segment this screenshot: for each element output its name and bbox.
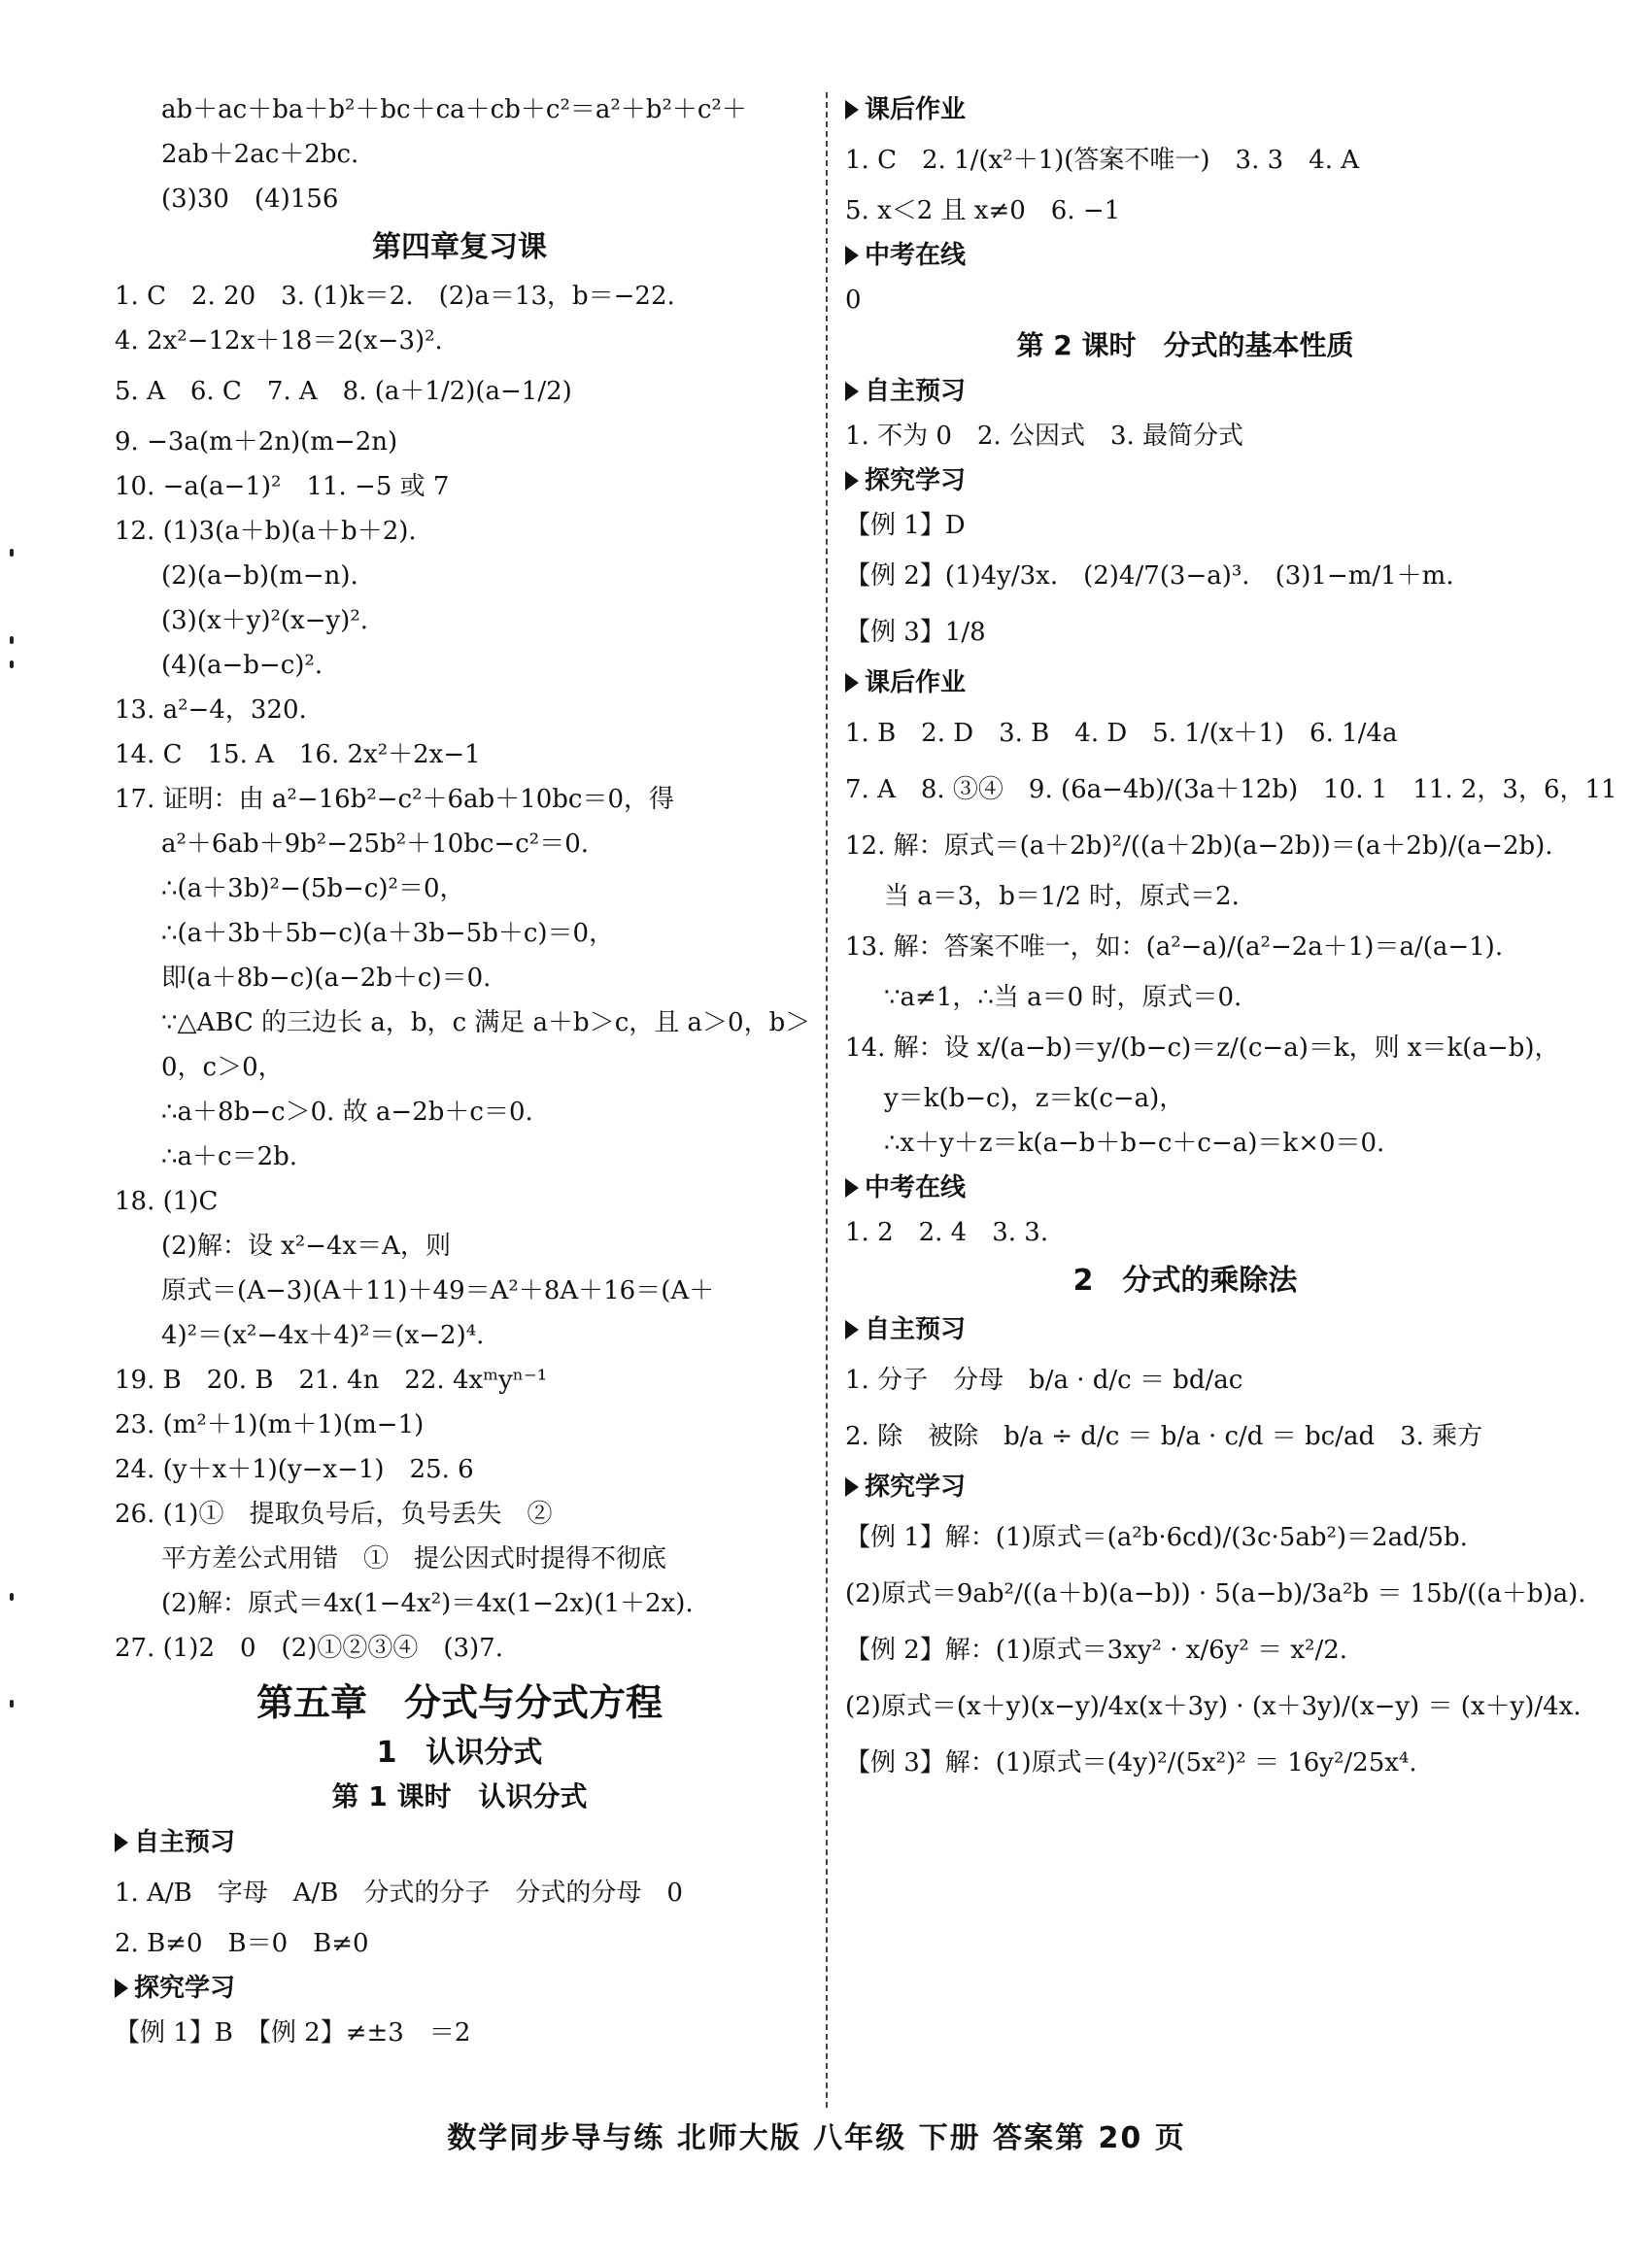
answer-line: 4)²＝(x²−4x＋4)²＝(x−2)⁴. (161, 1321, 485, 1350)
answer-line: 23. (m²＋1)(m＋1)(m−1) (115, 1410, 425, 1439)
answer-line: 13. a²−4，320. (115, 695, 307, 725)
answer-line: ∴a＋8b−c＞0. 故 a−2b＋c＝0. (161, 1098, 533, 1127)
page-footer: 数学同步导与练 北师大版 八年级 下册 答案第 20 页 (447, 2121, 1186, 2155)
margin-mark (10, 636, 14, 644)
answer-line: 12. (1)3(a＋b)(a＋b＋2). (115, 517, 417, 546)
answer-line: 10. −a(a−1)² 11. −5 或 7 (115, 472, 450, 501)
section-label: 自主预习 (845, 369, 1525, 414)
section-label: 课后作业 (845, 660, 1525, 705)
section-label: 中考在线 (845, 233, 1525, 278)
text-line: (3)30 (4)156 (161, 185, 339, 214)
answer-line: 【例 2】(1)4y/3x. (2)4/7(3−a)³. (3)1−m/1＋m. (845, 561, 1454, 591)
answer-line: 14. 解：设 x/(a−b)＝y/(b−c)＝z/(c−a)＝k，则 x＝k(a−b)， (845, 1033, 1560, 1063)
answer-line: 24. (y＋x＋1)(y−x−1) 25. 6 (115, 1455, 474, 1484)
answer-line: 18. (1)C (115, 1187, 219, 1216)
triangle-icon (115, 1833, 128, 1852)
answer-line: 1. C 2. 1/(x²＋1)(答案不唯一) 3. 3 4. A (845, 146, 1360, 175)
section-label: 探究学习 (845, 458, 1525, 503)
answer-line: ∴a＋c＝2b. (161, 1142, 298, 1171)
triangle-icon (115, 1979, 128, 1998)
section-label: 中考在线 (845, 1166, 1525, 1210)
answer-line: 13. 解：答案不唯一，如：(a²−a)/(a²−2a＋1)＝a/(a−1). (845, 932, 1504, 962)
answer-line: 【例 3】解：(1)原式＝(4y)²/(5x²)² ＝ 16y²/25x⁴. (845, 1748, 1417, 1777)
answer-line: 1. 分子 分母 b/a · d/c ＝ bd/ac (845, 1366, 1243, 1395)
answer-line: ∵△ABC 的三边长 a，b，c 满足 a＋b＞c，且 a＞0，b＞ (161, 1008, 811, 1037)
answer-line: 26. (1)① 提取负号后，负号丢失 ② (115, 1500, 553, 1529)
margin-mark (10, 1700, 14, 1708)
answer-line: 平方差公式用错 ① 提公因式时提得不彻底 (161, 1544, 667, 1574)
answer-line: 17. 证明：由 a²−16b²−c²＋6ab＋10bc＝0，得 (115, 785, 675, 814)
answer-line: 27. (1)2 0 (2)①②③④ (3)7. (115, 1634, 503, 1663)
answer-line: 即(a＋8b−c)(a−2b＋c)＝0. (161, 964, 492, 993)
answer-line: ∴x＋y＋z＝k(a−b＋b−c＋c−a)＝k×0＝0. (884, 1129, 1385, 1158)
answer-line: 1. 不为 0 2. 公因式 3. 最简分式 (845, 422, 1244, 451)
section-label: 自主预习 (845, 1307, 1525, 1352)
answer-line: (3)(x＋y)²(x−y)². (161, 606, 369, 635)
answer-line: 当 a＝3，b＝1/2 时，原式＝2. (884, 882, 1240, 911)
answer-line: (2)(a−b)(m−n). (161, 561, 358, 591)
answer-line: (2)原式＝9ab²/((a＋b)(a−b)) · 5(a−b)/3a²b ＝ 15b/((a＋b)a). (845, 1579, 1586, 1608)
answer-line: ∴(a＋3b)²−(5b−c)²＝0， (161, 874, 465, 903)
text-line: ab＋ac＋ba＋b²＋bc＋ca＋cb＋c²＝a²＋b²＋c²＋ (161, 95, 747, 124)
answer-line: 1. B 2. D 3. B 4. D 5. 1/(x＋1) 6. 1/4a (845, 719, 1398, 748)
section-title: 1 认识分式 (376, 1736, 543, 1770)
answer-line: 0 (845, 286, 862, 315)
answer-line: 5. A 6. C 7. A 8. (a＋1/2)(a−1/2) (115, 377, 572, 406)
margin-mark (10, 549, 14, 557)
margin-mark (10, 660, 14, 668)
answer-line: 2. 除 被除 b/a ÷ d/c ＝ b/a · c/d ＝ bc/ad 3. 乘方 (845, 1422, 1483, 1451)
right-column (845, 87, 1617, 1791)
triangle-icon (845, 1320, 859, 1339)
answer-line: 2. B≠0 B＝0 B≠0 (115, 1929, 369, 1958)
answer-line: 1. C 2. 20 3. (1)k＝2. (2)a＝13，b＝−22. (115, 282, 675, 311)
answer-line: ∵a≠1，∴当 a＝0 时，原式＝0. (884, 983, 1242, 1012)
section-label: 探究学习 (845, 1465, 1525, 1509)
triangle-icon (845, 382, 859, 401)
answer-line: 0，c＞0， (161, 1053, 284, 1082)
answer-line: 1. 2 2. 4 3. 3. (845, 1218, 1049, 1247)
column-divider (826, 92, 828, 2108)
answer-line: ∴(a＋3b＋5b−c)(a＋3b−5b＋c)＝0， (161, 919, 615, 948)
left-column (115, 87, 811, 2055)
chapter-title: 第五章 分式与分式方程 (255, 1681, 663, 1724)
triangle-icon (845, 471, 859, 491)
answer-line: 19. B 20. B 21. 4n 22. 4xᵐyⁿ⁻¹ (115, 1366, 548, 1395)
answer-line: a²＋6ab＋9b²−25b²＋10bc−c²＝0. (161, 829, 590, 859)
triangle-icon (845, 673, 859, 693)
answer-line: (2)解：原式＝4x(1−4x²)＝4x(1−2x)(1＋2x). (161, 1589, 694, 1618)
answer-line: y＝k(b−c)，z＝k(c−a)， (884, 1084, 1185, 1113)
answer-line: 【例 1】解：(1)原式＝(a²b·6cd)/(3c·5ab²)＝2ad/5b. (845, 1523, 1468, 1552)
answer-line: (2)原式＝(x＋y)(x−y)/4x(x＋3y) · (x＋3y)/(x−y) ＝ (x＋y)/4x. (845, 1692, 1582, 1721)
answer-line: 7. A 8. ③④ 9. (6a−4b)/(3a＋12b) 10. 1 11. 2，3，6，11 (845, 775, 1617, 804)
lesson-title: 第 2 课时 分式的基本性质 (1016, 329, 1354, 361)
answer-line: 【例 3】1/8 (845, 618, 986, 647)
margin-mark (10, 1593, 14, 1601)
answer-line: (2)解：设 x²−4x＝A，则 (161, 1232, 451, 1261)
triangle-icon (845, 1477, 859, 1497)
answer-line: 【例 1】D (845, 511, 966, 540)
answer-line: 【例 2】解：(1)原式＝3xy² · x/6y² ＝ x²/2. (845, 1636, 1348, 1665)
triangle-icon (845, 100, 859, 119)
answer-line: 12. 解：原式＝(a＋2b)²/((a＋2b)(a−2b))＝(a＋2b)/(a−2b). (845, 831, 1553, 861)
answer-line: 4. 2x²−12x＋18＝2(x−3)². (115, 326, 443, 355)
answer-line: 1. A/B 字母 A/B 分式的分子 分式的分母 0 (115, 1879, 683, 1908)
lesson-title: 第 1 课时 认识分式 (331, 1780, 588, 1812)
triangle-icon (845, 246, 859, 265)
answer-line: (4)(a−b−c)². (161, 651, 323, 680)
review-title: 第四章复习课 (372, 230, 547, 264)
section-label: 探究学习 (115, 1966, 804, 2011)
answer-line: 9. −3a(m＋2n)(m−2n) (115, 427, 398, 457)
section-label: 自主预习 (115, 1820, 804, 1865)
answer-line: 原式＝(A−3)(A＋11)＋49＝A²＋8A＋16＝(A＋ (161, 1276, 715, 1305)
section-label: 课后作业 (845, 87, 1525, 132)
answer-line: 5. x＜2 且 x≠0 6. −1 (845, 196, 1121, 225)
answer-line: 14. C 15. A 16. 2x²＋2x−1 (115, 740, 481, 769)
text-line: 2ab＋2ac＋2bc. (161, 140, 359, 169)
answer-line: 【例 1】B 【例 2】≠±3 ＝2 (115, 2018, 471, 2048)
triangle-icon (845, 1178, 859, 1198)
section-title: 2 分式的乘除法 (1072, 1264, 1298, 1298)
